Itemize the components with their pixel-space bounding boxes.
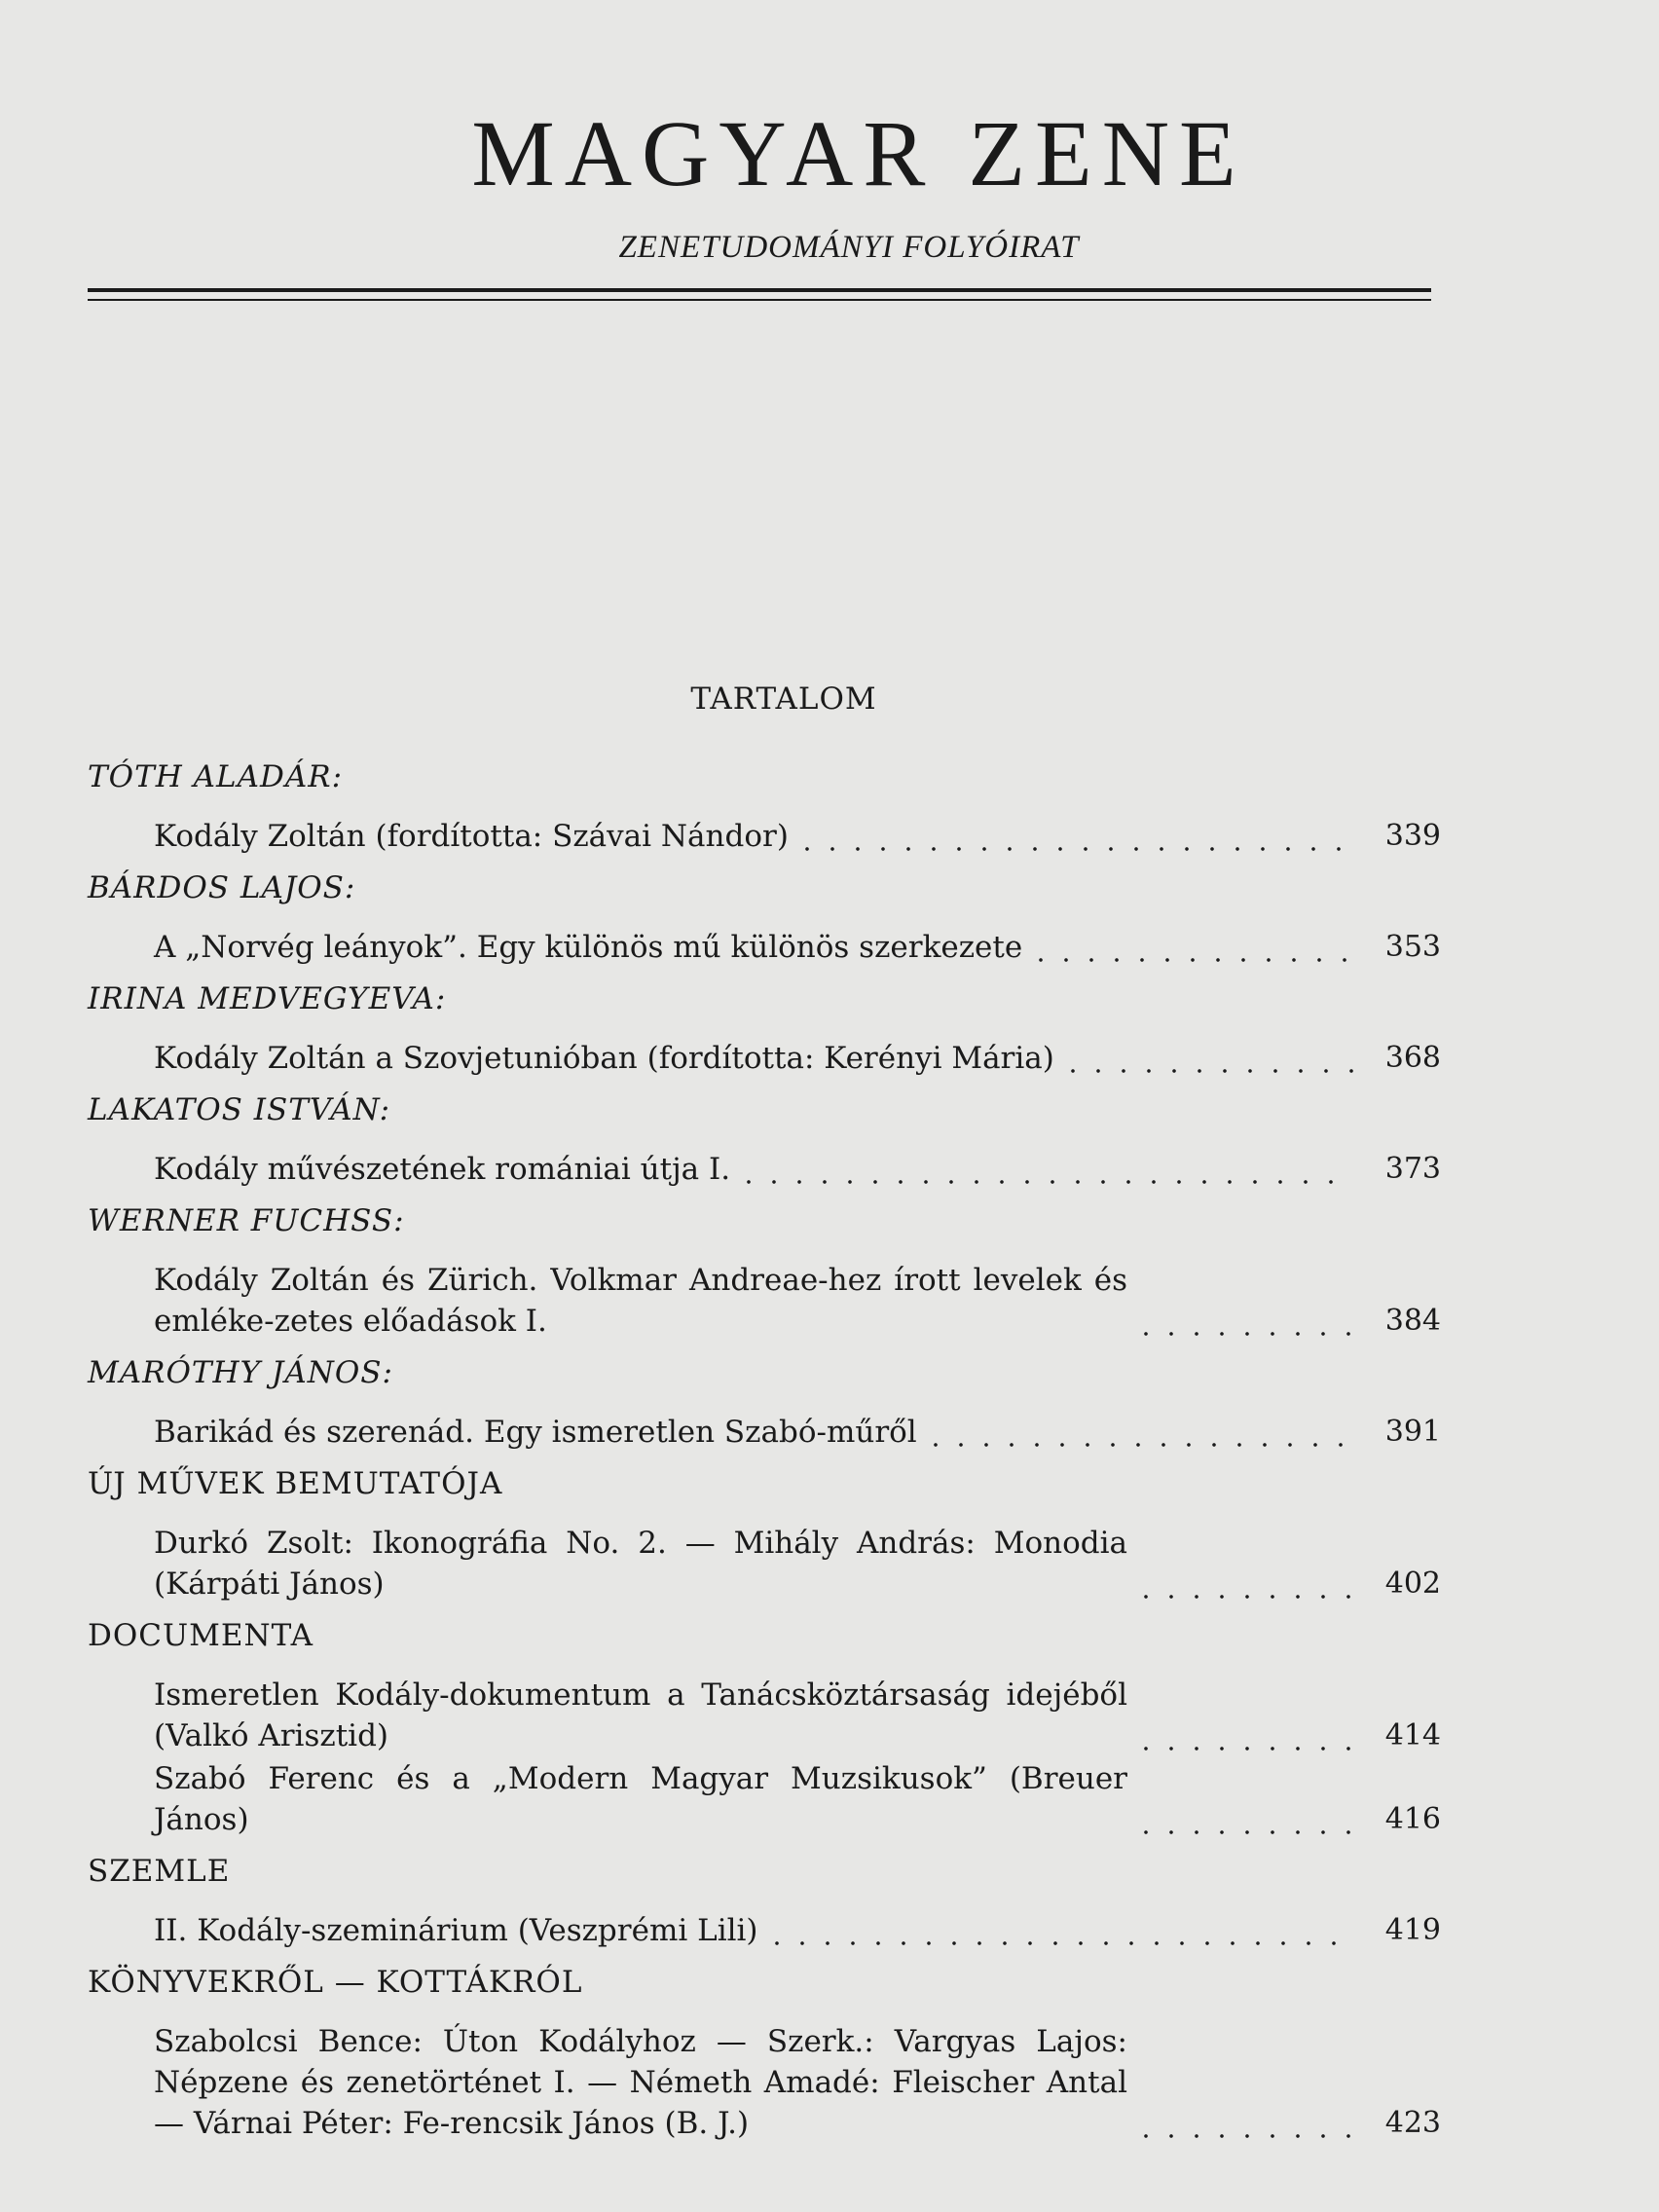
toc-rubric: DOCUMENTA [88,1618,313,1653]
toc-heading: TARTALOM [690,682,877,717]
toc-section [88,866,1441,968]
dot-leader [736,1149,1353,1190]
toc-section [88,1351,1441,1453]
toc-entry-title: Durkó Zsolt: Ikonográfia No. 2. — Mihály András: Monodia (Kárpáti János) [154,1526,1127,1602]
toc-entry [88,927,1441,968]
toc-entry-title: II. Kodály-szeminárium (Veszprémi Lili) [154,1913,758,1948]
toc-page-number: 423 [1384,2106,1441,2140]
toc-section [88,1850,1441,1951]
toc-entry [88,1758,1441,1840]
toc-rubric: SZEMLE [88,1854,231,1889]
toc-entry [88,1149,1441,1190]
toc-entry-title: Kodály művészetének romániai útja I. [154,1152,731,1187]
journal-title: MAGYAR ZENE [471,101,1246,205]
toc-entry-title: Barikád és szerenád. Egy ismeretlen Szabó-műről [154,1415,917,1450]
dot-leader [1133,1799,1353,1840]
toc-author: MARÓTHY JÁNOS: [88,1355,393,1390]
toc-section [88,977,1441,1079]
dot-leader [1028,927,1353,968]
toc-author: BÁRDOS LAJOS: [88,870,356,905]
toc-entry-title: Kodály Zoltán és Zürich. Volkmar Andreae-hez írott levelek és emléke-zetes előadások I. [154,1263,1127,1339]
toc-author: LAKATOS ISTVÁN: [88,1092,391,1127]
masthead-rule-thin [88,299,1431,301]
toc-section [88,1088,1441,1190]
toc-page-number: 416 [1384,1802,1441,1836]
toc-section [88,1199,1441,1342]
toc-page-number: 391 [1384,1415,1441,1449]
dot-leader [1060,1038,1353,1079]
dot-leader [1133,1301,1353,1342]
toc-page-number: 339 [1384,819,1441,853]
toc-entry [88,1523,1441,1604]
toc-rubric: KÖNYVEKRŐL — KOTTÁKRÓL [88,1965,583,2000]
toc-entry-title: Kodály Zoltán (fordította: Szávai Nándor) [154,819,789,854]
dot-leader [764,1910,1353,1951]
dot-leader [1133,1715,1353,1756]
table-of-contents [88,682,1441,2154]
masthead [0,101,1659,266]
toc-entry-title: Kodály Zoltán a Szovjetunióban (fordította: Kerényi Mária) [154,1041,1054,1076]
toc-entry-title: Szabó Ferenc és a „Modern Magyar Muzsikusok” (Breuer János) [154,1761,1127,1837]
toc-entry-title: Ismeretlen Kodály-dokumentum a Tanácsköztársaság idejéből (Valkó Arisztid) [154,1677,1127,1753]
toc-page-number: 368 [1384,1041,1441,1075]
toc-page-number: 419 [1384,1913,1441,1947]
toc-page-number: 384 [1384,1304,1441,1338]
toc-page-number: 402 [1384,1567,1441,1601]
toc-entry [88,1675,1441,1756]
toc-section [88,1462,1441,1604]
toc-sections [88,756,1441,2144]
toc-entry [88,2021,1441,2144]
toc-section [88,756,1441,857]
dot-leader [794,816,1353,857]
toc-entry [88,1412,1441,1453]
toc-author: IRINA MEDVEGYEVA: [88,981,447,1016]
toc-page-number: 353 [1384,930,1441,964]
toc-author: TÓTH ALADÁR: [88,759,344,794]
dot-leader [1133,1564,1353,1604]
toc-entry-title: A „Norvég leányok”. Egy különös mű különös szerkezete [154,930,1023,965]
dot-leader [1133,2103,1353,2144]
journal-subtitle: ZENETUDOMÁNYI FOLYÓIRAT [618,230,1080,265]
toc-entry [88,1038,1441,1079]
toc-rubric: ÚJ MŰVEK BEMUTATÓJA [88,1466,503,1501]
toc-entry [88,1910,1441,1951]
toc-page-number: 414 [1384,1718,1441,1752]
toc-section [88,1614,1441,1840]
toc-entry-title: Szabolcsi Bence: Úton Kodályhoz — Szerk.: Vargyas Lajos: Népzene és zenetörténet I. — Németh Amadé: Fleischer Antal — Várnai Péter: Fe-rencsik János (B. J.) [154,2024,1127,2141]
masthead-rule-thick [88,288,1431,292]
dot-leader [923,1412,1353,1453]
toc-section [88,1961,1441,2144]
toc-entry [88,816,1441,857]
toc-author: WERNER FUCHSS: [88,1203,405,1238]
toc-page-number: 373 [1384,1152,1441,1186]
toc-entry [88,1260,1441,1342]
